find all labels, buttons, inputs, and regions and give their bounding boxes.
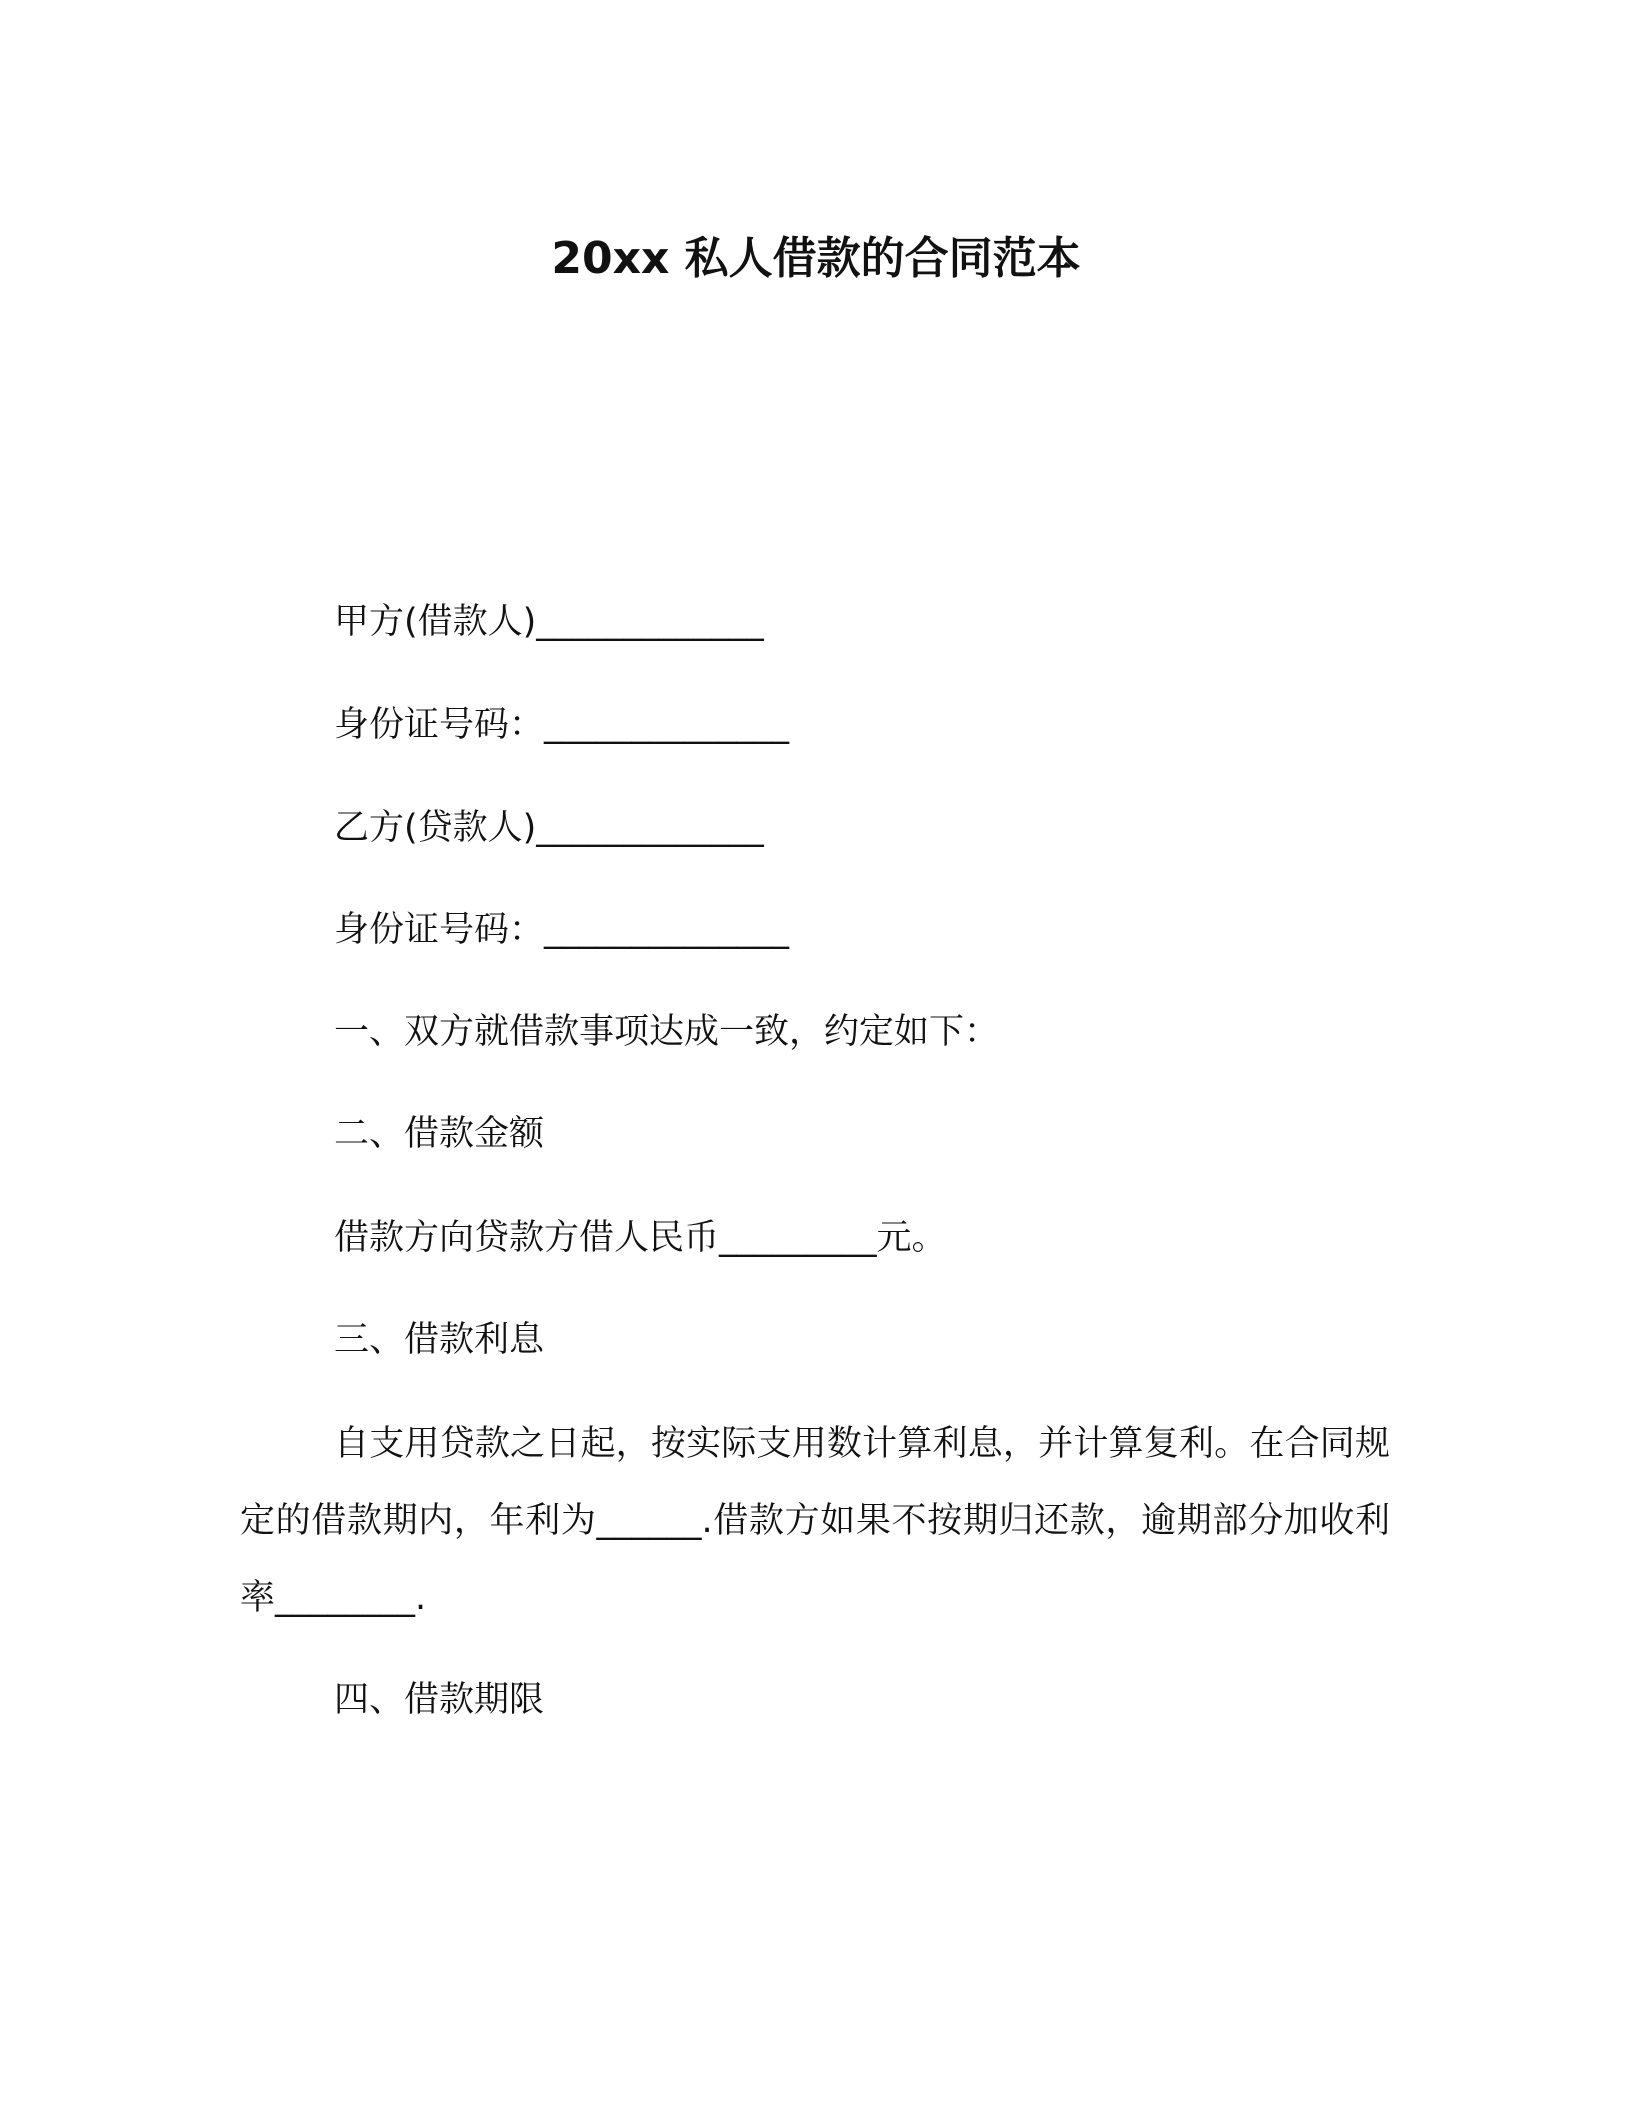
party-b-id-line: 身份证号码：______________ bbox=[334, 910, 790, 950]
clause-3-paragraph: 自支用贷款之日起，按实际支用数计算利息，并计算复利。在合同规定的借款期内，年利为______.借款方如果不按期归还款，逾期部分加收利率________. bbox=[240, 1424, 1390, 1618]
party-b-line: 乙方(贷款人)_____________ bbox=[334, 808, 764, 848]
clause-2-text: 借款方向贷款方借人民币_________元。 bbox=[334, 1218, 947, 1258]
clause-4-heading: 四、借款期限 bbox=[334, 1680, 545, 1720]
clause-1-text: 一、双方就借款事项达成一致，约定如下： bbox=[334, 1012, 1000, 1052]
party-a-id-line: 身份证号码：______________ bbox=[334, 705, 790, 745]
clause-2-heading: 二、借款金额 bbox=[334, 1114, 545, 1154]
party-a-line: 甲方(借款人)_____________ bbox=[334, 602, 764, 642]
document-title: 20xx 私人借款的合同范本 bbox=[551, 233, 1081, 284]
clause-3-heading: 三、借款利息 bbox=[334, 1320, 545, 1360]
